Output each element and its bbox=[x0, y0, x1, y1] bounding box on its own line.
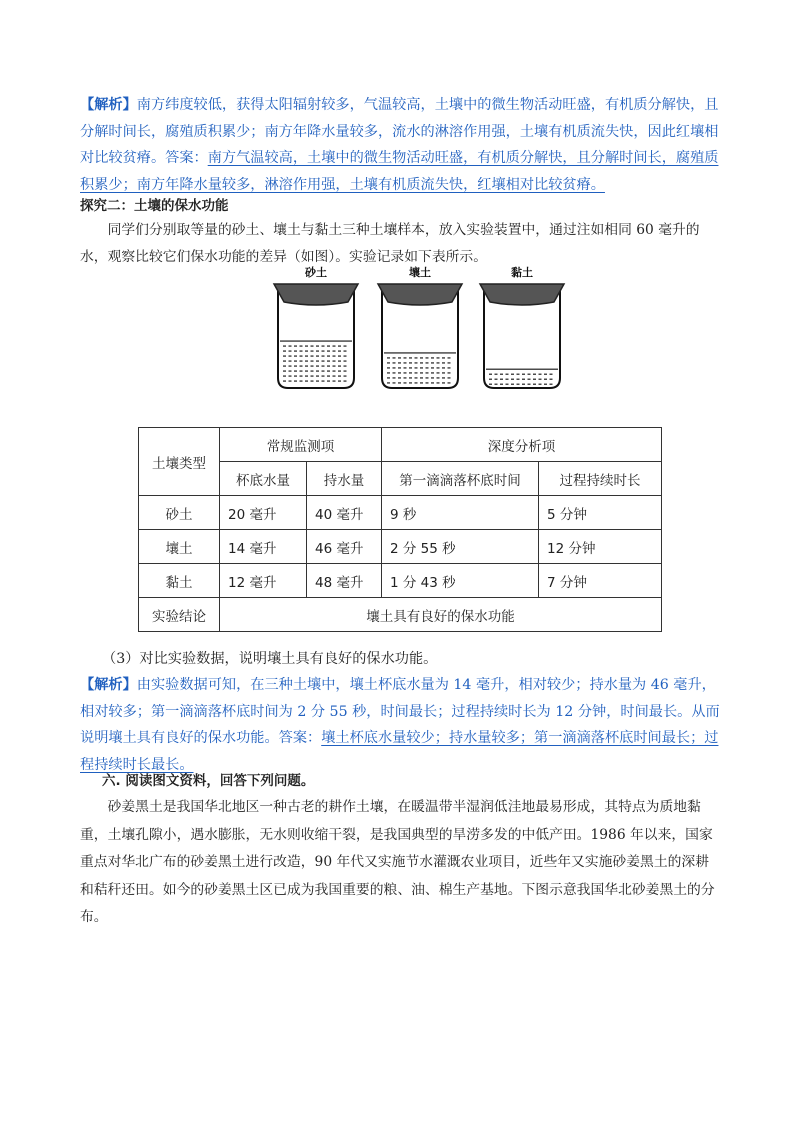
conclusion-text: 壤土具有良好的保水功能 bbox=[220, 598, 662, 632]
table-cell: 壤土 bbox=[139, 530, 220, 564]
analysis-tag: 【解析】 bbox=[80, 97, 137, 113]
table-header-row-1 bbox=[139, 428, 662, 462]
beaker-experiment-figure bbox=[270, 262, 570, 392]
section-title-exploration-2: 探究二：土壤的保水功能 bbox=[80, 198, 229, 214]
header-col: 第一滴滴落杯底时间 bbox=[382, 462, 539, 496]
table-cell: 46 毫升 bbox=[307, 530, 382, 564]
beaker-label: 砂土 bbox=[305, 266, 327, 279]
analysis-paragraph-1 bbox=[80, 92, 720, 198]
table-cell: 12 分钟 bbox=[539, 530, 662, 564]
table-row bbox=[139, 564, 662, 598]
answer-text: 南方气温较高，土壤中的微生物活动旺盛，有机质分解快，且分解时间长，腐殖质积累少；南方年降水量较多，淋溶作用强，土壤有机质流失快，红壤相对比较贫瘠。 bbox=[80, 150, 719, 193]
beaker-label: 黏土 bbox=[511, 266, 533, 279]
table-conclusion-row bbox=[139, 598, 662, 632]
answer-text: 壤土杯底水量较少；持水量较多；第一滴滴落杯底时间最长；过程持续时长最长。 bbox=[80, 730, 719, 773]
experiment-intro-paragraph: 同学们分别取等量的砂土、壤土与黏土三种土壤样本，放入实验装置中，通过注如相同 60 毫升的水，观察比较它们保水功能的差异（如图）。实验记录如下表所示。 bbox=[80, 222, 700, 265]
table-cell: 12 毫升 bbox=[220, 564, 307, 598]
header-col: 持水量 bbox=[307, 462, 382, 496]
header-soil-type: 土壤类型 bbox=[139, 428, 220, 496]
analysis-text: 由实验数据可知，在三种土壤中，壤土杯底水量为 14 毫升，相对较少；持水量为 46 毫升，相对较多；第一滴滴落杯底时间为 2 分 55 秒，时间最长；过程持续时长为 12 分钟，时间最长。从而说明壤土具有良好的保水功能。答案： bbox=[80, 677, 720, 746]
header-col: 杯底水量 bbox=[220, 462, 307, 496]
table-cell: 9 秒 bbox=[382, 496, 539, 530]
soil-sample bbox=[378, 284, 462, 305]
reading-material-paragraph: 砂姜黑土是我国华北地区一种古老的耕作土壤，在暖温带半湿润低洼地最易形成，其特点为质地黏重，土壤孔隙小，遇水膨胀，无水则收缩干裂，是我国典型的旱涝多发的中低产田。1986 年以来，国家重点对华北广布的砂姜黑土进行改造，90 年代又实施节水灌溉农业项目，近些年又实施砂姜黑土的深耕和秸秆还田。如今的砂姜黑土区已成为我国重要的粮、油、棉生产基地。下图示意我国华北砂姜黑土的分布。 bbox=[80, 799, 715, 925]
analysis-tag: 【解析】 bbox=[80, 677, 137, 693]
table-cell: 48 毫升 bbox=[307, 564, 382, 598]
section-title-six: 六. 阅读图文资料，回答下列问题。 bbox=[102, 773, 315, 789]
table-cell: 2 分 55 秒 bbox=[382, 530, 539, 564]
header-group-regular: 常规监测项 bbox=[220, 428, 382, 462]
table-cell: 40 毫升 bbox=[307, 496, 382, 530]
analysis-paragraph-2 bbox=[80, 672, 720, 778]
experiment-data-table bbox=[138, 427, 662, 632]
table-cell: 砂土 bbox=[139, 496, 220, 530]
question-3: （3）对比实验数据，说明壤土具有良好的保水功能。 bbox=[102, 651, 438, 667]
table-row bbox=[139, 496, 662, 530]
soil-sample bbox=[274, 284, 358, 305]
table-cell: 7 分钟 bbox=[539, 564, 662, 598]
table-cell: 1 分 43 秒 bbox=[382, 564, 539, 598]
table-cell: 14 毫升 bbox=[220, 530, 307, 564]
header-col: 过程持续时长 bbox=[539, 462, 662, 496]
table-cell: 20 毫升 bbox=[220, 496, 307, 530]
beaker-label: 壤土 bbox=[409, 266, 431, 279]
analysis-text: 南方纬度较低，获得太阳辐射较多，气温较高，土壤中的微生物活动旺盛，有机质分解快，且分解时间长，腐殖质积累少；南方年降水量较多，流水的淋溶作用强，土壤有机质流失快，因此红壤相对比较贫瘠。答案： bbox=[80, 97, 719, 166]
table-cell: 5 分钟 bbox=[539, 496, 662, 530]
header-group-deep: 深度分析项 bbox=[382, 428, 662, 462]
table-row bbox=[139, 530, 662, 564]
table-cell: 黏土 bbox=[139, 564, 220, 598]
conclusion-label: 实验结论 bbox=[139, 598, 220, 632]
soil-sample bbox=[480, 284, 564, 305]
